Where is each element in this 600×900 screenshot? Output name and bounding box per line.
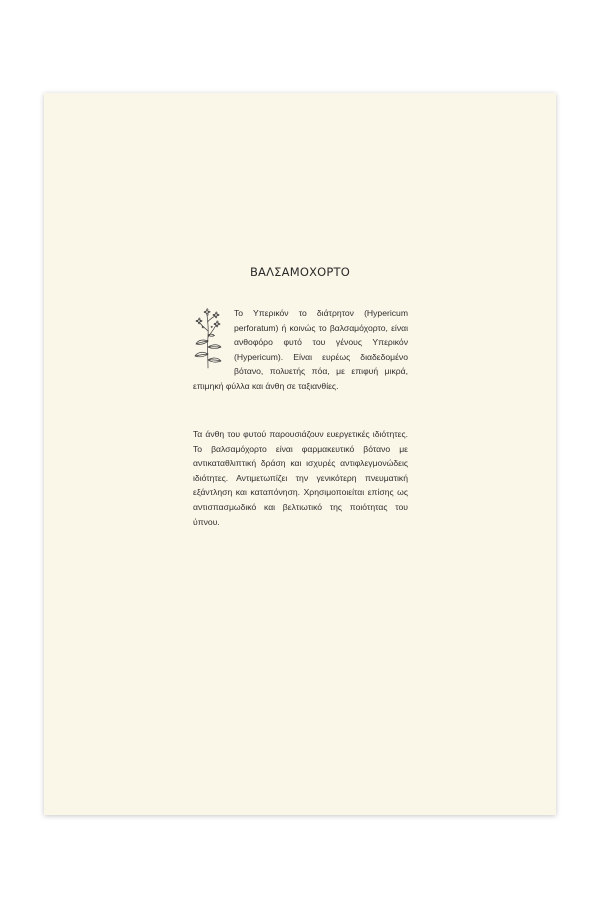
flower-sprig-icon	[190, 307, 230, 369]
paragraph-intro	[193, 306, 408, 394]
paragraph-intro-text: Το Υπερικόν το διάτρητον (Hypericum perforatum) ή κοινώς το βαλσαμόχορτο, είναι ανθοφόρο φυτό του γένους Υπερικόν (Hypericum). Είναι ευρέως διαδεδομένο βότανο, πολυετής πόα, με επιφυή μικρά, επιμηκή φύλλα και άνθη σε ταξιανθίες.	[193, 308, 408, 391]
document-page	[44, 93, 556, 815]
paragraph-properties: Τα άνθη του φυτού παρουσιάζουν ευεργετικές ιδιότητες. Το βαλσαμόχορτο είναι φαρμακευτικό βότανο με αντικαταθλιπτική δράση και ισχυρές αντιφλεγμονώδεις ιδιότητες. Αντιμετωπίζει την γενικότερη πνευματική εξάντληση και καταπόνηση. Χρησιμοποιείται επίσης ως αντισπασμωδικό και βελτιωτικό της ποιότητας του ύπνου.	[193, 429, 408, 527]
document-title: ΒΑΛΣΑΜΟΧΟΡΤΟ	[249, 265, 351, 279]
